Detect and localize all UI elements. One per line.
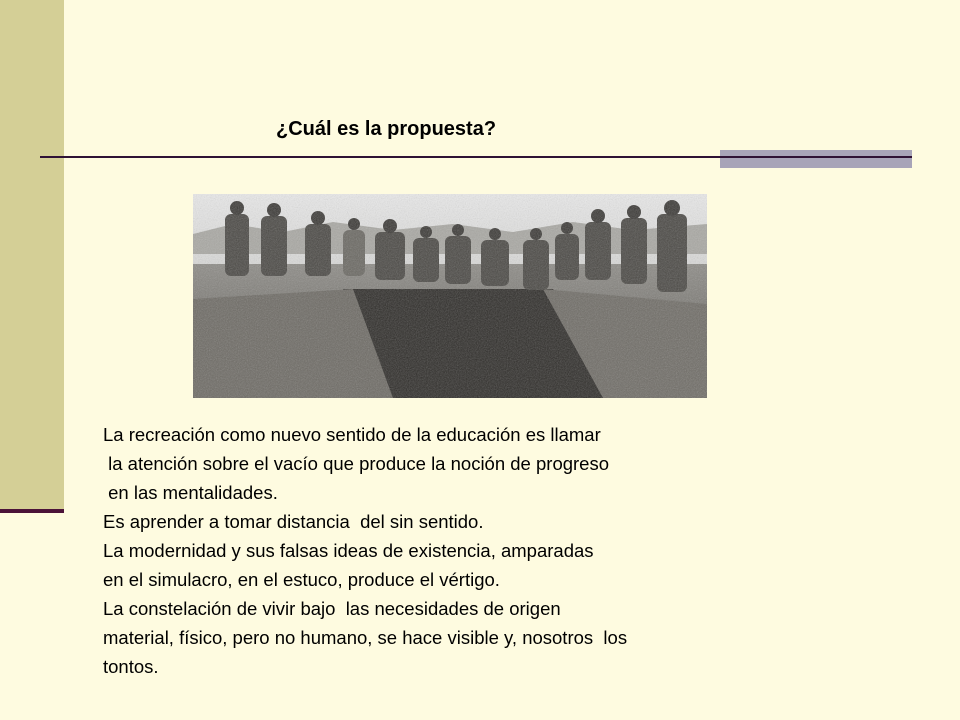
body-line: en las mentalidades. [103, 482, 278, 503]
body-line: tontos. [103, 656, 159, 677]
body-line: La recreación como nuevo sentido de la educación es llamar [103, 424, 601, 445]
historical-photo [193, 194, 707, 398]
left-sidebar-bar [0, 0, 64, 510]
body-line: en el simulacro, en el estuco, produce el vértigo. [103, 569, 500, 590]
title-rule-gray-block [720, 150, 912, 168]
body-line: Es aprender a tomar distancia del sin sentido. [103, 511, 484, 532]
slide-title: ¿Cuál es la propuesta? [276, 118, 497, 140]
body-line: material, físico, pero no humano, se hace visible y, nosotros los [103, 627, 628, 648]
slide-body-text [103, 420, 803, 681]
body-line: La constelación de vivir bajo las necesidades de origen [103, 598, 561, 619]
title-divider-accent [720, 156, 912, 158]
body-line: La modernidad y sus falsas ideas de existencia, amparadas [103, 540, 594, 561]
body-line: la atención sobre el vacío que produce la noción de progreso [103, 453, 610, 474]
left-accent-line [0, 509, 64, 513]
